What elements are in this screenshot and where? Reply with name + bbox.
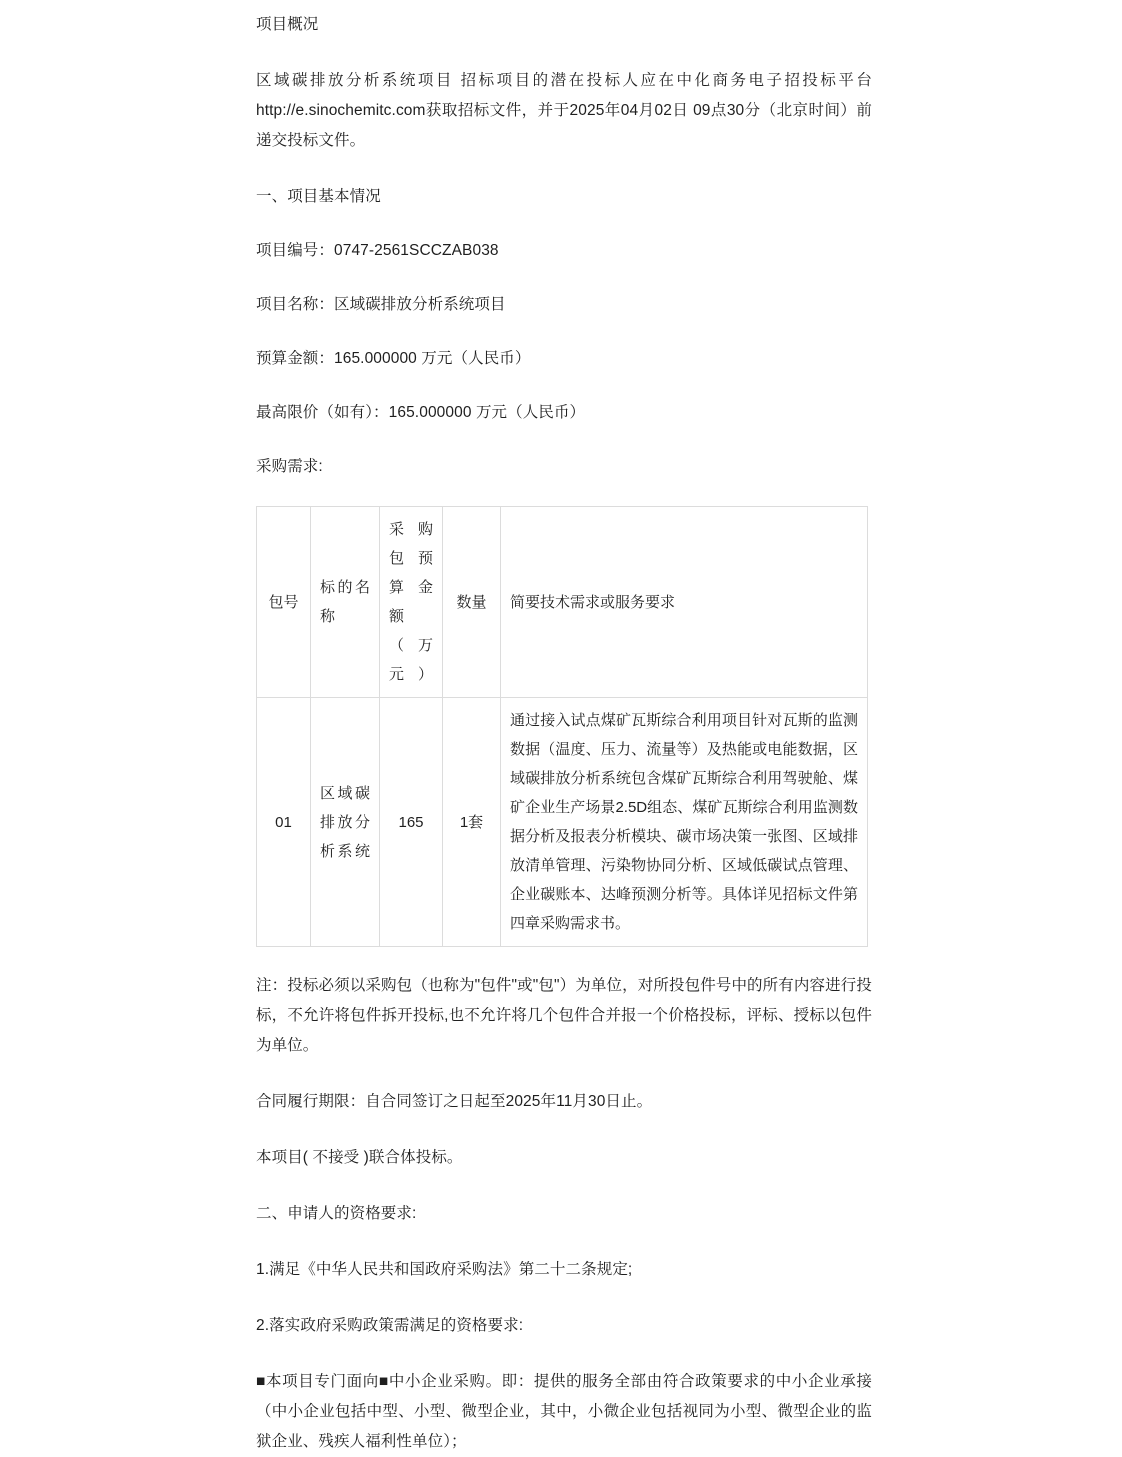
contract-period: 合同履行期限：自合同签订之日起至2025年11月30日止。 xyxy=(256,1093,653,1110)
spacer xyxy=(256,947,872,971)
spacer xyxy=(256,40,872,66)
project-name: 项目名称：区域碳排放分析系统项目 xyxy=(256,296,506,313)
table-header-package-no: 包号 xyxy=(257,507,311,698)
spacer xyxy=(256,1173,872,1199)
intro-paragraph: 区域碳排放分析系统项目 招标项目的潜在投标人应在中化商务电子招投标平台http://e.sinochemitc.com获取招标文件，并于2025年04月02日 09点30分（北京时间）前递交投标文件。 xyxy=(256,72,872,149)
project-number: 项目编号：0747-2561SCCZAB038 xyxy=(256,242,499,259)
procurement-demand-label: 采购需求: xyxy=(256,458,323,475)
cell-package-no: 01 xyxy=(257,698,311,947)
spacer xyxy=(256,1341,872,1367)
document-content xyxy=(256,10,872,1457)
spacer xyxy=(256,212,872,236)
spacer xyxy=(256,266,872,290)
table-row xyxy=(257,698,868,947)
section-two-heading: 二、申请人的资格要求: xyxy=(256,1205,417,1222)
table-header-row xyxy=(257,507,868,698)
consortium-statement: 本项目( 不接受 )联合体投标。 xyxy=(256,1149,463,1166)
procurement-requirements-table xyxy=(256,506,868,947)
table-header-package-budget: 采购包预算金额（万元） xyxy=(380,507,443,698)
spacer xyxy=(256,156,872,182)
qualification-item-2: 2.落实政府采购政策需满足的资格要求: xyxy=(256,1317,524,1334)
overview-heading: 项目概况 xyxy=(256,16,319,33)
table-header-quantity: 数量 xyxy=(443,507,501,698)
budget-amount: 预算金额：165.000000 万元（人民币） xyxy=(256,350,531,367)
cell-brief-requirements-text: 通过接入试点煤矿瓦斯综合利用项目针对瓦斯的监测数据（温度、压力、流量等）及热能或电能数据，区域碳排放分析系统包含煤矿瓦斯综合利用驾驶舱、煤矿企业生产场景2.5D组态、煤矿瓦斯综合利用监测数据分析及报表分析模块、碳市场决策一张图、区域排放清单管理、污染物协同分析、区域低碳试点管理、企业碳账本、达峰预测分析等。具体详见招标文件第四章采购需求书。 xyxy=(510,712,858,932)
cell-item-name: 区域碳排放分析系统 xyxy=(311,698,380,947)
sme-policy-statement: ■本项目专门面向■中小企业采购。即：提供的服务全部由符合政策要求的中小企业承接（中小企业包括中型、小型、微型企业，其中，小微企业包括视同为小型、微型企业的监狱企业、残疾人福利性单位）； xyxy=(256,1373,872,1450)
cell-package-budget: 165 xyxy=(380,698,443,947)
table-header-brief-requirements: 简要技术需求或服务要求 xyxy=(501,507,868,698)
cell-quantity: 1套 xyxy=(443,698,501,947)
max-price: 最高限价（如有）：165.000000 万元（人民币） xyxy=(256,404,586,421)
table-note: 注：投标必须以采购包（也称为"包件"或"包"）为单位，对所投包件号中的所有内容进行投标，不允许将包件拆开投标,也不允许将几个包件合并报一个价格投标，评标、授标以包件为单位。 xyxy=(256,977,872,1054)
table-header-item-name: 标的名称 xyxy=(311,507,380,698)
spacer xyxy=(256,1061,872,1087)
spacer xyxy=(256,482,872,506)
spacer xyxy=(256,428,872,452)
cell-brief-requirements xyxy=(501,698,868,947)
qualification-item-1: 1.满足《中华人民共和国政府采购法》第二十二条规定; xyxy=(256,1261,633,1278)
section-one-heading: 一、项目基本情况 xyxy=(256,188,381,205)
spacer xyxy=(256,1117,872,1143)
spacer xyxy=(256,1229,872,1255)
spacer xyxy=(256,320,872,344)
spacer xyxy=(256,374,872,398)
spacer xyxy=(256,1285,872,1311)
